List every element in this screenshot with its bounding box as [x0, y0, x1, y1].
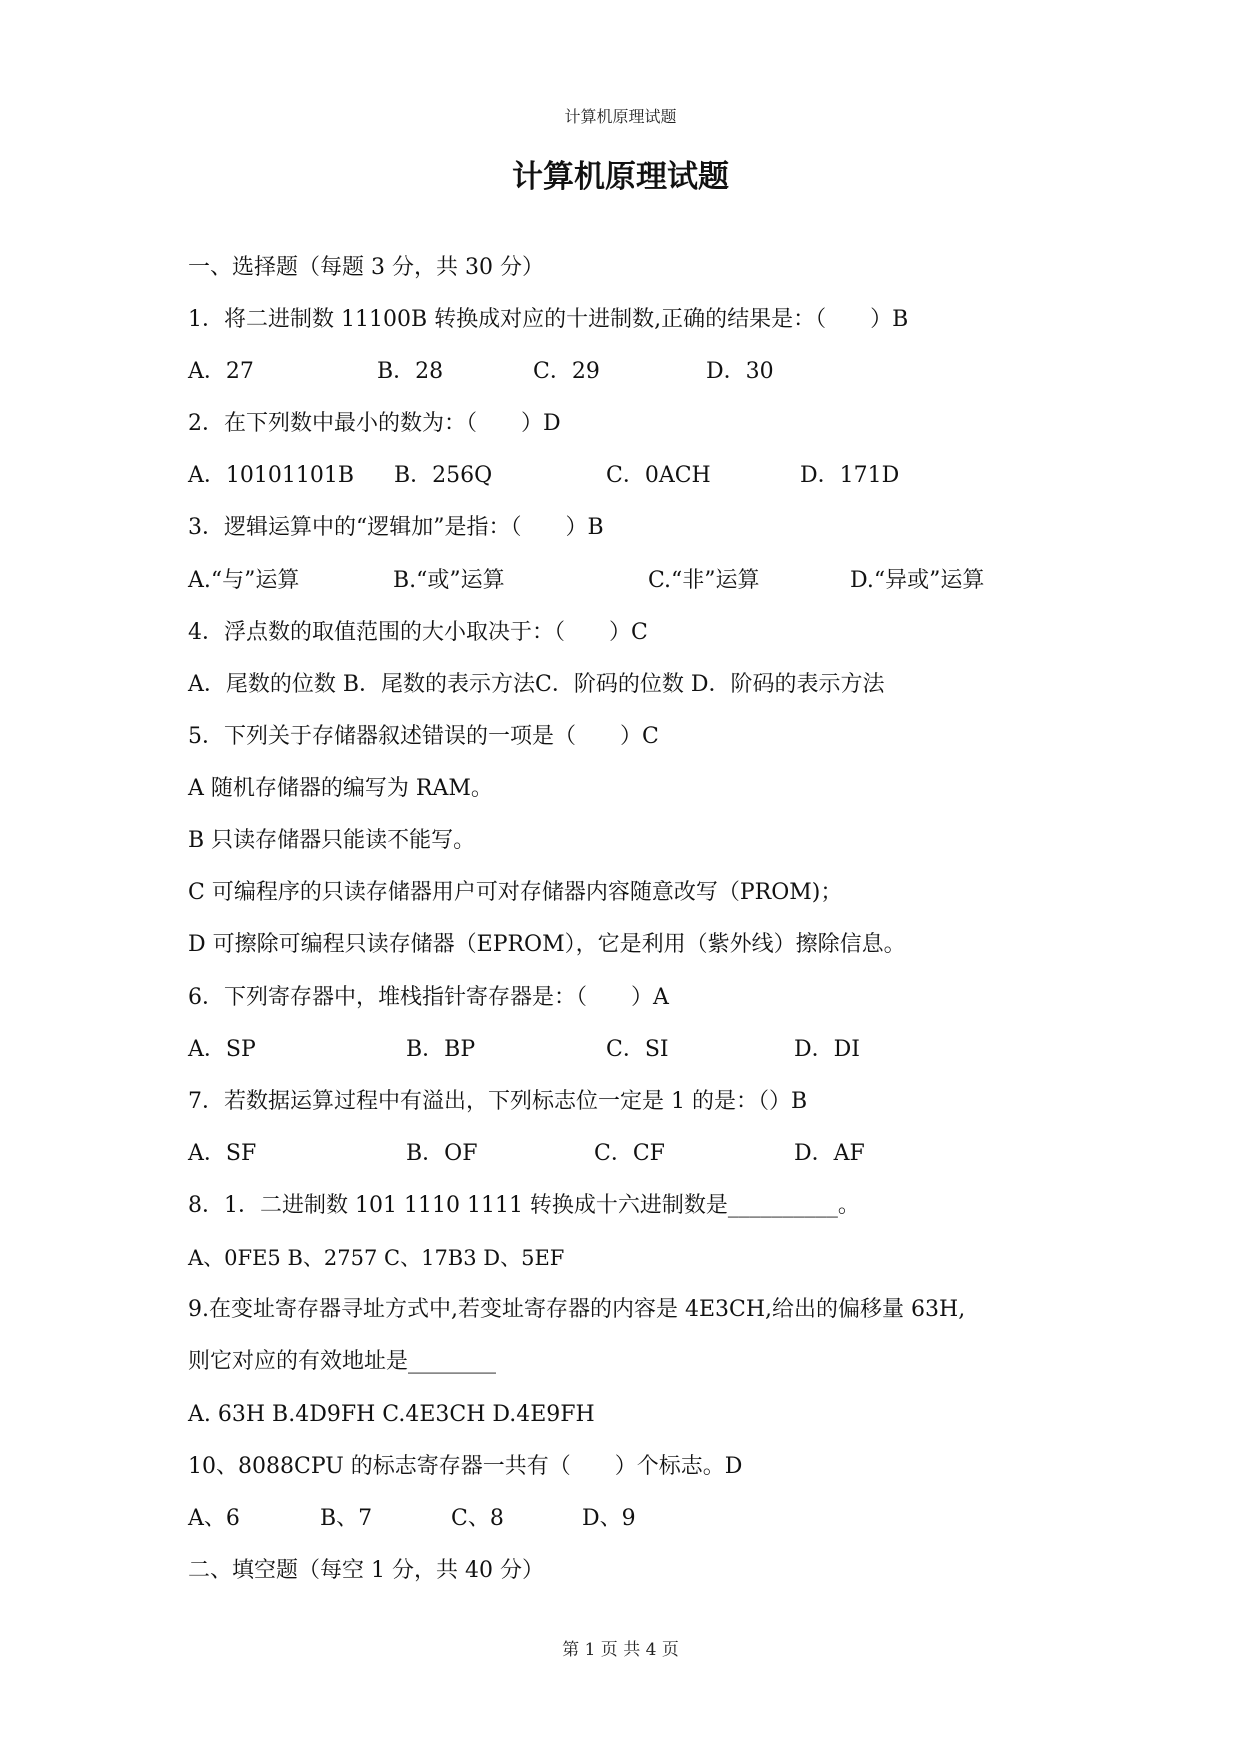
question-1-option-d: D．30	[706, 359, 774, 384]
question-9-options: A. 63H B.4D9FH C.4E3CH D.4E9FH	[188, 1402, 595, 1427]
question-6-option-a: A．SP	[188, 1037, 256, 1062]
question-3-stem: 3．逻辑运算中的“逻辑加”是指：（ ）B	[188, 515, 604, 540]
section-heading-choice: 一、选择题（每题 3 分，共 30 分）	[188, 255, 544, 280]
question-4-options: A．尾数的位数 B．尾数的表示方法C．阶码的位数 D．阶码的表示方法	[188, 672, 885, 697]
question-7-option-b: B．OF	[406, 1141, 478, 1166]
question-5-option-c: C 可编程序的只读存储器用户可对存储器内容随意改写（PROM)；	[188, 880, 843, 905]
question-2-option-c: C．0ACH	[606, 463, 711, 488]
question-3-option-c: C.“非”运算	[648, 568, 760, 593]
running-header: 计算机原理试题	[564, 107, 677, 126]
question-3-option-b: B.“或”运算	[393, 568, 505, 593]
section-heading-fill-in: 二、填空题（每空 1 分，共 40 分）	[188, 1558, 544, 1583]
question-5-stem: 5．下列关于存储器叙述错误的一项是（ ）C	[188, 724, 659, 749]
question-5-option-d: D 可擦除可编程只读存储器（EPROM），它是利用（紫外线）擦除信息。	[188, 932, 906, 957]
question-1-option-a: A．27	[188, 359, 254, 384]
question-7-option-c: C．CF	[594, 1141, 665, 1166]
question-8-options: A、0FE5 B、2757 C、17B3 D、5EF	[188, 1246, 565, 1270]
question-1-option-b: B．28	[377, 359, 444, 384]
question-3-option-d: D.“异或”运算	[850, 568, 985, 593]
question-5-option-a: A 随机存储器的编写为 RAM。	[188, 776, 493, 801]
question-10-stem: 10、8088CPU 的标志寄存器一共有（ ）个标志。D	[188, 1454, 743, 1479]
question-3-option-a: A.“与”运算	[188, 568, 300, 593]
question-7-stem: 7．若数据运算过程中有溢出，下列标志位一定是 1 的是：（）B	[188, 1089, 808, 1114]
question-10-option-c: C、8	[451, 1506, 504, 1531]
question-10-option-b: B、7	[320, 1506, 373, 1531]
question-7-option-a: A．SF	[188, 1141, 257, 1166]
question-6-option-c: C．SI	[606, 1037, 669, 1062]
question-6-option-d: D．DI	[794, 1037, 860, 1062]
question-6-option-b: B．BP	[406, 1037, 476, 1062]
question-5-option-b: B 只读存储器只能读不能写。	[188, 828, 476, 853]
question-9-stem: 9.在变址寄存器寻址方式中,若变址寄存器的内容是 4E3CH,给出的偏移量 63H,	[188, 1297, 966, 1322]
question-10-option-d: D、9	[582, 1506, 636, 1531]
question-9-stem-continued: 则它对应的有效地址是________	[188, 1349, 497, 1374]
question-8-stem: 8．1．二进制数 101 1110 1111 转换成十六进制数是__________。	[188, 1193, 860, 1218]
question-2-stem: 2．在下列数中最小的数为：（ ）D	[188, 411, 561, 436]
question-2-option-a: A．10101101B	[188, 463, 355, 488]
question-1-stem: 1．将二进制数 11100B 转换成对应的十进制数,正确的结果是：（ ）B	[188, 307, 909, 332]
question-1-option-c: C．29	[533, 359, 600, 384]
page-footer: 第 1 页 共 4 页	[562, 1640, 679, 1660]
question-4-stem: 4．浮点数的取值范围的大小取决于：（ ）C	[188, 620, 648, 645]
question-2-option-b: B．256Q	[394, 463, 493, 488]
question-6-stem: 6．下列寄存器中，堆栈指针寄存器是：（ ）A	[188, 985, 669, 1010]
page-title: 计算机原理试题	[512, 159, 729, 195]
question-2-option-d: D．171D	[800, 463, 900, 488]
question-10-option-a: A、6	[188, 1506, 240, 1531]
question-7-option-d: D．AF	[794, 1141, 865, 1166]
